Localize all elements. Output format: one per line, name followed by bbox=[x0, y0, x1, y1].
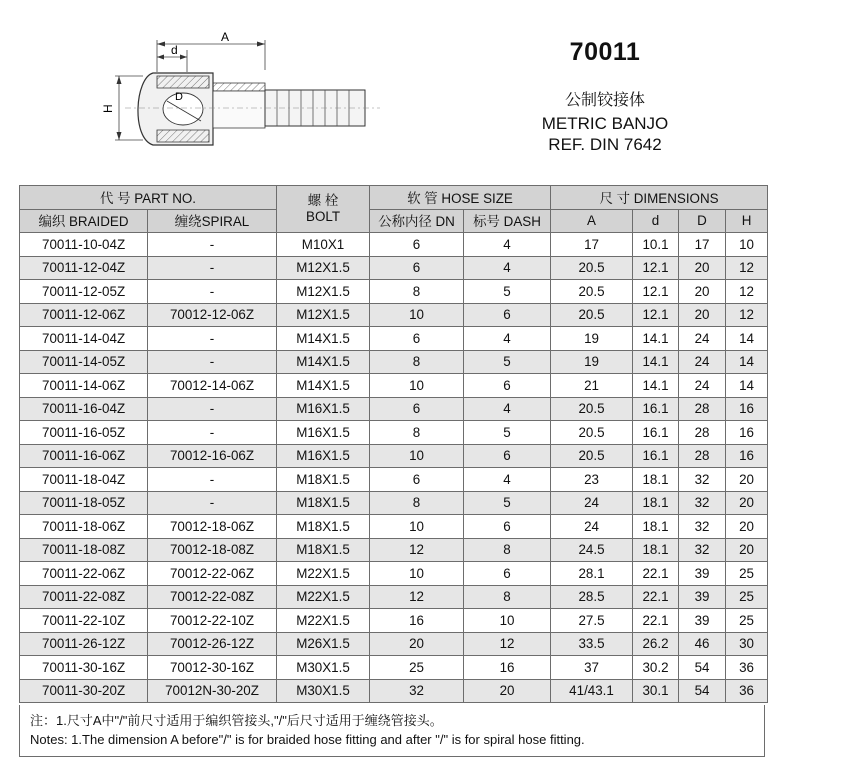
cell-dim-d-large: 32 bbox=[679, 468, 726, 492]
table-row bbox=[20, 491, 768, 515]
cell-dim-d-small: 14.1 bbox=[633, 374, 679, 398]
cell-bolt: M16X1.5 bbox=[277, 444, 370, 468]
cell-part-spiral: 70012-18-08Z bbox=[148, 538, 277, 562]
cell-hose-dn: 25 bbox=[370, 656, 464, 680]
cell-dim-h: 25 bbox=[726, 562, 768, 586]
cell-dim-d-large: 20 bbox=[679, 280, 726, 304]
table-row bbox=[20, 679, 768, 703]
cell-bolt: M16X1.5 bbox=[277, 421, 370, 445]
cell-part-braided: 70011-18-05Z bbox=[20, 491, 148, 515]
cell-part-braided: 70011-16-05Z bbox=[20, 421, 148, 445]
cell-bolt: M16X1.5 bbox=[277, 397, 370, 421]
cell-hose-dn: 10 bbox=[370, 444, 464, 468]
cell-dim-a: 20.5 bbox=[551, 280, 633, 304]
cell-hose-dash: 12 bbox=[464, 632, 551, 656]
cell-dim-d-large: 24 bbox=[679, 374, 726, 398]
cell-part-spiral: 70012-30-16Z bbox=[148, 656, 277, 680]
cell-dim-a: 28.1 bbox=[551, 562, 633, 586]
cell-bolt: M22X1.5 bbox=[277, 585, 370, 609]
header-dn: 公称内径 DN bbox=[370, 209, 464, 233]
dim-label-d: d bbox=[171, 43, 178, 57]
cell-bolt: M22X1.5 bbox=[277, 609, 370, 633]
cell-dim-a: 37 bbox=[551, 656, 633, 680]
cell-hose-dn: 10 bbox=[370, 374, 464, 398]
product-name-en: METRIC BANJO bbox=[541, 114, 669, 133]
cell-part-braided: 70011-30-16Z bbox=[20, 656, 148, 680]
table-row bbox=[20, 538, 768, 562]
cell-dim-h: 36 bbox=[726, 656, 768, 680]
cell-bolt: M18X1.5 bbox=[277, 515, 370, 539]
cell-dim-h: 14 bbox=[726, 350, 768, 374]
table-row bbox=[20, 233, 768, 257]
notes-box bbox=[19, 705, 765, 757]
cell-hose-dn: 16 bbox=[370, 609, 464, 633]
cell-bolt: M30X1.5 bbox=[277, 679, 370, 703]
cell-part-braided: 70011-18-08Z bbox=[20, 538, 148, 562]
cell-dim-d-small: 22.1 bbox=[633, 562, 679, 586]
table-row bbox=[20, 280, 768, 304]
cell-bolt: M14X1.5 bbox=[277, 350, 370, 374]
cell-dim-a: 19 bbox=[551, 350, 633, 374]
header-a: A bbox=[551, 209, 633, 233]
cell-dim-d-large: 20 bbox=[679, 303, 726, 327]
cell-dim-a: 24 bbox=[551, 491, 633, 515]
table-row bbox=[20, 468, 768, 492]
cell-dim-h: 12 bbox=[726, 256, 768, 280]
cell-part-braided: 70011-26-12Z bbox=[20, 632, 148, 656]
cell-part-spiral: - bbox=[148, 421, 277, 445]
cell-dim-d-small: 18.1 bbox=[633, 515, 679, 539]
cell-dim-h: 20 bbox=[726, 468, 768, 492]
cell-dim-d-small: 16.1 bbox=[633, 397, 679, 421]
cell-dim-d-large: 32 bbox=[679, 515, 726, 539]
cell-hose-dn: 10 bbox=[370, 515, 464, 539]
cell-dim-d-small: 12.1 bbox=[633, 280, 679, 304]
cell-part-braided: 70011-22-06Z bbox=[20, 562, 148, 586]
cell-dim-h: 14 bbox=[726, 374, 768, 398]
table-row bbox=[20, 256, 768, 280]
cell-part-spiral: 70012-26-12Z bbox=[148, 632, 277, 656]
cell-hose-dash: 6 bbox=[464, 515, 551, 539]
cell-hose-dash: 5 bbox=[464, 350, 551, 374]
cell-dim-d-large: 28 bbox=[679, 397, 726, 421]
cell-bolt: M26X1.5 bbox=[277, 632, 370, 656]
cell-dim-a: 21 bbox=[551, 374, 633, 398]
cell-dim-d-large: 46 bbox=[679, 632, 726, 656]
cell-dim-d-small: 16.1 bbox=[633, 444, 679, 468]
note-cn: 注：1.尺寸A中"/"前尺寸适用于编织管接头,"/"后尺寸适用于缠绕管接头。 bbox=[30, 713, 443, 728]
table-row bbox=[20, 421, 768, 445]
cell-hose-dn: 8 bbox=[370, 421, 464, 445]
header-d-large: D bbox=[679, 209, 726, 233]
cell-bolt: M14X1.5 bbox=[277, 327, 370, 351]
cell-dim-a: 27.5 bbox=[551, 609, 633, 633]
cell-dim-d-small: 14.1 bbox=[633, 350, 679, 374]
cell-dim-d-small: 18.1 bbox=[633, 491, 679, 515]
cell-hose-dash: 4 bbox=[464, 327, 551, 351]
cell-part-braided: 70011-16-04Z bbox=[20, 397, 148, 421]
cell-dim-d-large: 24 bbox=[679, 327, 726, 351]
cell-dim-a: 20.5 bbox=[551, 421, 633, 445]
table-row bbox=[20, 632, 768, 656]
cell-dim-d-large: 32 bbox=[679, 491, 726, 515]
cell-part-spiral: 70012-22-08Z bbox=[148, 585, 277, 609]
cell-dim-h: 36 bbox=[726, 679, 768, 703]
cell-dim-d-large: 39 bbox=[679, 585, 726, 609]
cell-dim-h: 16 bbox=[726, 421, 768, 445]
table-row bbox=[20, 327, 768, 351]
cell-part-spiral: - bbox=[148, 233, 277, 257]
cell-dim-d-large: 24 bbox=[679, 350, 726, 374]
cell-hose-dn: 8 bbox=[370, 280, 464, 304]
cell-hose-dn: 12 bbox=[370, 585, 464, 609]
note-en: Notes: 1.The dimension A before"/" is for braided hose fitting and after "/" is for spiral hose fitting. bbox=[30, 732, 585, 747]
cell-part-braided: 70011-12-05Z bbox=[20, 280, 148, 304]
specification-table bbox=[19, 185, 768, 703]
cell-part-braided: 70011-14-06Z bbox=[20, 374, 148, 398]
title-block bbox=[520, 38, 690, 155]
cell-dim-a: 24 bbox=[551, 515, 633, 539]
table-row bbox=[20, 444, 768, 468]
dim-label-h: H bbox=[101, 104, 115, 113]
cell-hose-dash: 4 bbox=[464, 397, 551, 421]
header-dash: 标号 DASH bbox=[464, 209, 551, 233]
cell-part-spiral: 70012-12-06Z bbox=[148, 303, 277, 327]
cell-bolt: M18X1.5 bbox=[277, 538, 370, 562]
cell-part-braided: 70011-14-04Z bbox=[20, 327, 148, 351]
cell-hose-dn: 6 bbox=[370, 256, 464, 280]
cell-dim-h: 30 bbox=[726, 632, 768, 656]
cell-bolt: M12X1.5 bbox=[277, 256, 370, 280]
cell-dim-d-large: 32 bbox=[679, 538, 726, 562]
cell-hose-dash: 8 bbox=[464, 538, 551, 562]
cell-part-spiral: - bbox=[148, 468, 277, 492]
cell-part-spiral: - bbox=[148, 280, 277, 304]
cell-dim-d-small: 22.1 bbox=[633, 585, 679, 609]
cell-hose-dn: 6 bbox=[370, 468, 464, 492]
cell-hose-dash: 5 bbox=[464, 280, 551, 304]
cell-part-spiral: 70012-22-06Z bbox=[148, 562, 277, 586]
cell-hose-dash: 4 bbox=[464, 233, 551, 257]
dim-label-a: A bbox=[221, 30, 230, 44]
table-row bbox=[20, 656, 768, 680]
header-d-small: d bbox=[633, 209, 679, 233]
cell-dim-d-small: 14.1 bbox=[633, 327, 679, 351]
cell-part-spiral: 70012-22-10Z bbox=[148, 609, 277, 633]
cell-hose-dn: 6 bbox=[370, 233, 464, 257]
product-reference: REF. DIN 7642 bbox=[548, 135, 662, 154]
cell-dim-d-large: 28 bbox=[679, 421, 726, 445]
cell-dim-d-small: 30.1 bbox=[633, 679, 679, 703]
cell-hose-dn: 6 bbox=[370, 397, 464, 421]
cell-dim-d-small: 26.2 bbox=[633, 632, 679, 656]
cell-hose-dash: 4 bbox=[464, 468, 551, 492]
cell-dim-d-large: 28 bbox=[679, 444, 726, 468]
cell-hose-dn: 8 bbox=[370, 491, 464, 515]
dim-label-D: D bbox=[175, 91, 183, 103]
cell-part-spiral: - bbox=[148, 350, 277, 374]
cell-hose-dash: 5 bbox=[464, 491, 551, 515]
cell-bolt: M18X1.5 bbox=[277, 491, 370, 515]
cell-part-braided: 70011-22-08Z bbox=[20, 585, 148, 609]
cell-dim-d-large: 39 bbox=[679, 609, 726, 633]
cell-hose-dash: 20 bbox=[464, 679, 551, 703]
table-row bbox=[20, 515, 768, 539]
cell-part-spiral: - bbox=[148, 491, 277, 515]
cell-dim-d-small: 16.1 bbox=[633, 421, 679, 445]
cell-dim-a: 20.5 bbox=[551, 444, 633, 468]
cell-part-braided: 70011-22-10Z bbox=[20, 609, 148, 633]
cell-hose-dn: 6 bbox=[370, 327, 464, 351]
header-dimensions: 尺 寸 DIMENSIONS bbox=[551, 186, 768, 210]
cell-hose-dash: 6 bbox=[464, 444, 551, 468]
product-code: 70011 bbox=[569, 38, 641, 66]
cell-dim-d-large: 54 bbox=[679, 679, 726, 703]
cell-dim-h: 16 bbox=[726, 397, 768, 421]
cell-part-braided: 70011-14-05Z bbox=[20, 350, 148, 374]
table-row bbox=[20, 397, 768, 421]
cell-dim-d-small: 12.1 bbox=[633, 303, 679, 327]
cell-part-braided: 70011-12-04Z bbox=[20, 256, 148, 280]
cell-dim-a: 23 bbox=[551, 468, 633, 492]
cell-dim-a: 20.5 bbox=[551, 397, 633, 421]
cell-hose-dn: 32 bbox=[370, 679, 464, 703]
cell-hose-dn: 10 bbox=[370, 562, 464, 586]
cell-dim-a: 41/43.1 bbox=[551, 679, 633, 703]
cell-bolt: M22X1.5 bbox=[277, 562, 370, 586]
cell-bolt: M12X1.5 bbox=[277, 280, 370, 304]
cell-hose-dn: 12 bbox=[370, 538, 464, 562]
cell-dim-d-small: 18.1 bbox=[633, 468, 679, 492]
cell-part-spiral: - bbox=[148, 256, 277, 280]
cell-part-spiral: 70012-14-06Z bbox=[148, 374, 277, 398]
cell-dim-d-small: 18.1 bbox=[633, 538, 679, 562]
cell-dim-h: 14 bbox=[726, 327, 768, 351]
cell-part-spiral: 70012-16-06Z bbox=[148, 444, 277, 468]
product-name-cn: 公制铰接体 bbox=[564, 92, 645, 109]
cell-part-spiral: - bbox=[148, 327, 277, 351]
cell-hose-dash: 6 bbox=[464, 562, 551, 586]
table-row bbox=[20, 609, 768, 633]
header-hose-size: 软 管 HOSE SIZE bbox=[370, 186, 551, 210]
cell-bolt: M12X1.5 bbox=[277, 303, 370, 327]
cell-part-spiral: 70012-18-06Z bbox=[148, 515, 277, 539]
cell-dim-d-small: 10.1 bbox=[633, 233, 679, 257]
cell-dim-h: 20 bbox=[726, 538, 768, 562]
cell-dim-a: 28.5 bbox=[551, 585, 633, 609]
cell-part-braided: 70011-16-06Z bbox=[20, 444, 148, 468]
cell-hose-dn: 8 bbox=[370, 350, 464, 374]
cell-dim-a: 20.5 bbox=[551, 256, 633, 280]
cell-dim-a: 20.5 bbox=[551, 303, 633, 327]
cell-hose-dash: 6 bbox=[464, 374, 551, 398]
header-h: H bbox=[726, 209, 768, 233]
cell-dim-d-small: 12.1 bbox=[633, 256, 679, 280]
cell-hose-dash: 6 bbox=[464, 303, 551, 327]
cell-dim-a: 24.5 bbox=[551, 538, 633, 562]
cell-dim-h: 25 bbox=[726, 585, 768, 609]
table-row bbox=[20, 562, 768, 586]
banjo-fitting-drawing bbox=[95, 28, 385, 178]
cell-dim-h: 20 bbox=[726, 515, 768, 539]
cell-dim-h: 12 bbox=[726, 303, 768, 327]
cell-bolt: M10X1 bbox=[277, 233, 370, 257]
cell-part-braided: 70011-18-04Z bbox=[20, 468, 148, 492]
cell-dim-h: 20 bbox=[726, 491, 768, 515]
cell-part-braided: 70011-10-04Z bbox=[20, 233, 148, 257]
cell-dim-h: 16 bbox=[726, 444, 768, 468]
cell-hose-dash: 10 bbox=[464, 609, 551, 633]
cell-dim-a: 17 bbox=[551, 233, 633, 257]
cell-part-spiral: 70012N-30-20Z bbox=[148, 679, 277, 703]
cell-part-spiral: - bbox=[148, 397, 277, 421]
cell-hose-dash: 5 bbox=[464, 421, 551, 445]
cell-bolt: M18X1.5 bbox=[277, 468, 370, 492]
cell-part-braided: 70011-12-06Z bbox=[20, 303, 148, 327]
header-braided: 编织 BRAIDED bbox=[20, 209, 148, 233]
cell-dim-d-large: 17 bbox=[679, 233, 726, 257]
table-row bbox=[20, 374, 768, 398]
cell-hose-dash: 8 bbox=[464, 585, 551, 609]
cell-dim-d-small: 22.1 bbox=[633, 609, 679, 633]
cell-hose-dn: 10 bbox=[370, 303, 464, 327]
cell-dim-d-large: 20 bbox=[679, 256, 726, 280]
table-body bbox=[20, 233, 768, 703]
cell-dim-a: 33.5 bbox=[551, 632, 633, 656]
cell-dim-h: 10 bbox=[726, 233, 768, 257]
cell-part-braided: 70011-30-20Z bbox=[20, 679, 148, 703]
cell-dim-d-small: 30.2 bbox=[633, 656, 679, 680]
cell-dim-h: 25 bbox=[726, 609, 768, 633]
cell-dim-d-large: 54 bbox=[679, 656, 726, 680]
header-part-no: 代 号 PART NO. bbox=[20, 186, 277, 210]
cell-part-braided: 70011-18-06Z bbox=[20, 515, 148, 539]
header-spiral: 缠绕SPIRAL bbox=[148, 209, 277, 233]
table-row bbox=[20, 303, 768, 327]
cell-dim-d-large: 39 bbox=[679, 562, 726, 586]
table-row bbox=[20, 585, 768, 609]
table-row bbox=[20, 350, 768, 374]
cell-hose-dn: 20 bbox=[370, 632, 464, 656]
cell-bolt: M30X1.5 bbox=[277, 656, 370, 680]
cell-bolt: M14X1.5 bbox=[277, 374, 370, 398]
cell-hose-dash: 4 bbox=[464, 256, 551, 280]
cell-dim-a: 19 bbox=[551, 327, 633, 351]
header-bolt: 螺 栓 BOLT bbox=[277, 186, 370, 233]
cell-hose-dash: 16 bbox=[464, 656, 551, 680]
cell-dim-h: 12 bbox=[726, 280, 768, 304]
